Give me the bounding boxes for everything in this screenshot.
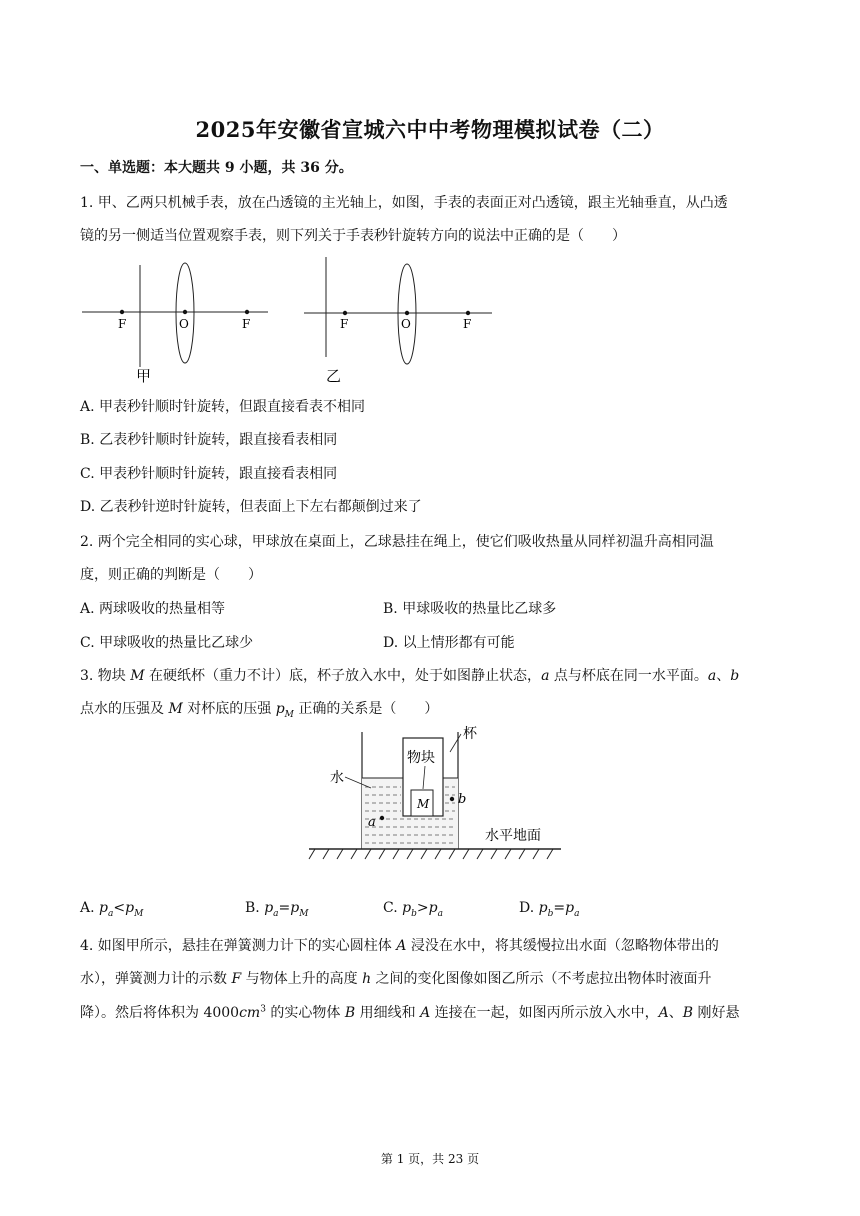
q1-stem-line1: 1. 甲、乙两只机械手表，放在凸透镜的主光轴上，如图，手表的表面正对凸透镜，跟主光轴垂直，从凸透 [80, 195, 728, 211]
q1-lens-figure [80, 255, 500, 385]
center-label: O [179, 317, 189, 331]
q1-option-c: C. 甲表秒针顺时针旋转，跟直接看表相同 [80, 466, 338, 482]
focal-label: F [340, 317, 349, 331]
focal-point-dot [343, 311, 347, 315]
q3-cup-figure [305, 722, 565, 864]
section-heading: 一、单选题：本大题共 9 小题，共 36 分。 [80, 160, 353, 176]
focal-point-dot [120, 310, 124, 314]
focal-point-dot [466, 311, 470, 315]
q2-stem-line2: 度，则正确的判断是（ ） [80, 567, 262, 583]
q3-stem-line2: 点水的压强及 M 对杯底的压强 $p_M$ 正确的关系是（ ） [80, 701, 439, 720]
q3-option-d: D. $p_b=p_a$ [519, 900, 580, 919]
point-b-label: b [458, 792, 467, 807]
q1-option-b: B. 乙表秒针顺时针旋转，跟直接看表相同 [80, 432, 338, 448]
q3-option-b: B. $p_a=p_M$ [245, 900, 309, 919]
point-b [450, 797, 454, 801]
ground-hatching [309, 849, 553, 859]
q2-option-a: A. 两球吸收的热量相等 [80, 601, 226, 617]
block-m-label: M [417, 797, 430, 811]
q2-option-c: C. 甲球吸收的热量比乙球少 [80, 635, 254, 651]
cup-label: 杯 [463, 726, 477, 742]
block-label: 物块 [407, 750, 435, 766]
q2-option-b: B. 甲球吸收的热量比乙球多 [383, 601, 557, 617]
optical-center-dot [405, 311, 409, 315]
focal-label: F [463, 317, 472, 331]
ground-label: 水平地面 [485, 828, 541, 844]
q2-option-d: D. 以上情形都有可能 [383, 635, 515, 651]
point-a-label: a [368, 815, 376, 830]
water-label: 水 [330, 770, 344, 786]
q1-stem-line2: 镜的另一侧适当位置观察手表，则下列关于手表秒针旋转方向的说法中正确的是（ ） [80, 228, 626, 244]
q1-option-a: A. 甲表秒针顺时针旋转，但跟直接看表不相同 [80, 399, 366, 415]
figure-jia [82, 263, 268, 385]
q3-stem-line1: 3. 物块 M 在硬纸杯（重力不计）底，杯子放入水中，处于如图静止状态，a 点与杯底在同一水平面。a、b [80, 668, 740, 684]
focal-point-dot [245, 310, 249, 314]
focal-label: F [118, 317, 127, 331]
cup-pointer [450, 734, 461, 752]
q2-stem-line1: 2. 两个完全相同的实心球，甲球放在桌面上，乙球悬挂在绳上，使它们吸收热量从同样初温升高相同温 [80, 534, 714, 550]
figure-label-jia: 甲 [136, 367, 152, 385]
page-footer: 第 1 页，共 23 页 [380, 1152, 480, 1166]
q4-stem-line2: 水），弹簧测力计的示数 F 与物体上升的高度 h 之间的变化图像如图乙所示（不考虑拉出物体时液面升 [80, 971, 712, 987]
figure-label-yi: 乙 [326, 367, 342, 385]
figure-yi [304, 257, 492, 385]
q3-option-c: C. $p_b>p_a$ [383, 900, 443, 919]
center-label: O [401, 317, 411, 331]
optical-center-dot [183, 310, 187, 314]
q3-option-a: A. $p_a<p_M$ [80, 900, 144, 919]
q1-option-d: D. 乙表秒针逆时针旋转，但表面上下左右都颠倒过来了 [80, 499, 422, 515]
page-title: 2025年安徽省宣城六中中考物理模拟试卷（二） [195, 117, 665, 142]
point-a [380, 816, 384, 820]
q4-stem-line3: 降）。然后将体积为 $4000cm^3$ 的实心物体 B 用细线和 A 连接在一起，如图丙所示放入水中，A、B 刚好悬 [80, 1004, 740, 1021]
focal-label: F [242, 317, 251, 331]
q4-stem-line1: 4. 如图甲所示，悬挂在弹簧测力计下的实心圆柱体 A 浸没在水中，将其缓慢拉出水面（忽略物体带出的 [80, 938, 719, 954]
